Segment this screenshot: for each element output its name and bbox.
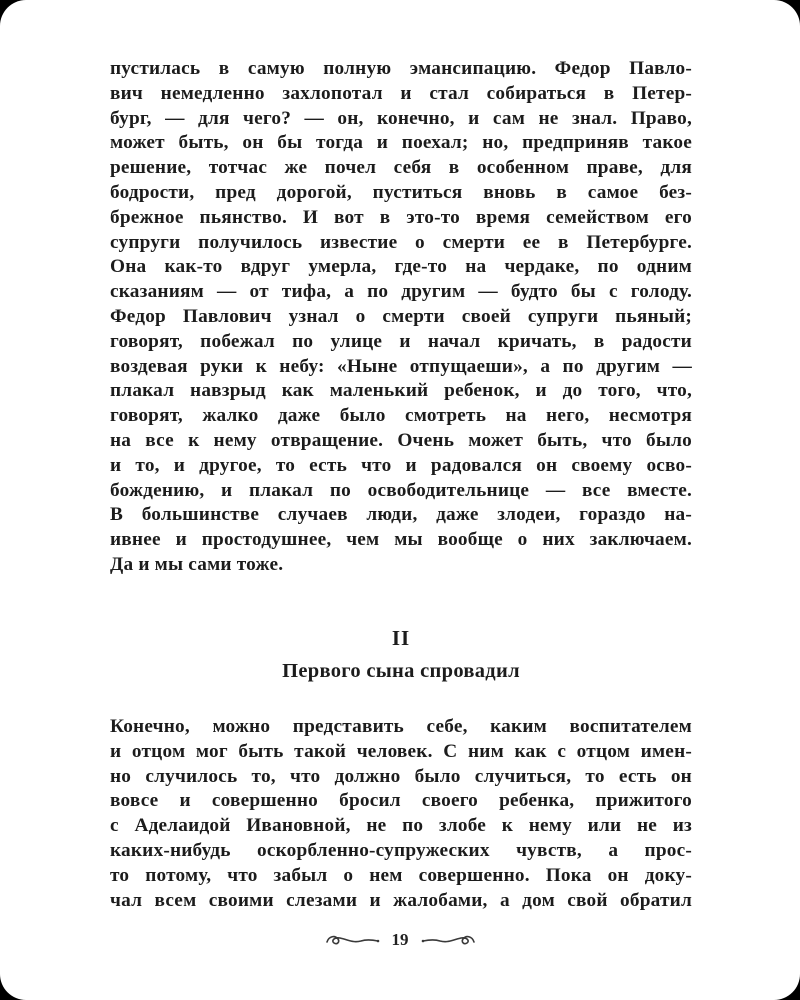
text-line: Конечно, можно представить себе, каким воспитателем: [110, 716, 692, 737]
text-line: Она как-то вдруг умерла, где-то на чердаке, по одним: [110, 256, 692, 278]
text-line: плакал навзрыд как маленький ребенок, и до того, что,: [110, 380, 692, 402]
text-line: решение, тотчас же почел себя в особенном праве, для: [110, 157, 692, 179]
text-line: бождению, и плакал по освободительнице — все вместе.: [110, 479, 692, 501]
text-line: бодрости, пред дорогой, пуститься вновь в самое без-: [110, 181, 692, 203]
text-line: чал всем своими слезами и жалобами, а дом свой обратил: [110, 889, 692, 911]
chapter-number: II: [391, 626, 411, 650]
text-line: каких-нибудь оскорбленно-супружеских чувств, а прос-: [110, 839, 692, 861]
text-line: говорят, побежал по улице и начал кричать, в радости: [110, 330, 692, 352]
text-line: и отцом мог быть такой человек. С ним как с отцом имен-: [110, 740, 692, 762]
text-line: бург, — для чего? — он, конечно, и сам не знал. Право,: [110, 107, 692, 129]
text-line: В большинстве случаев люди, даже злодеи, гораздо на-: [110, 504, 692, 526]
text-line: ивнее и простодушнее, чем мы вообще о них заключаем.: [110, 529, 692, 551]
text-line: брежное пьянство. И вот в это-то время семейством его: [110, 206, 692, 228]
text-line: Да и мы сами тоже.: [110, 553, 284, 575]
text-line: но случилось то, что должно было случиться, то есть он: [110, 765, 692, 787]
text-line: пустилась в самую полную эмансипацию. Федор Павло-: [110, 58, 692, 79]
text-line: сказаниям — от тифа, а по другим — будто бы с голоду.: [110, 281, 692, 303]
text-line: воздевая руки к небу: «Ныне отпущаеши», а по другим —: [110, 355, 692, 377]
chapter-title: Первого сына спровадил: [282, 660, 520, 682]
text-line: супруги получилось известие о смерти ее в Петербурге.: [110, 231, 692, 253]
page-footer: [0, 930, 800, 950]
text-line: говорят, жалко даже было смотреть на него, несмотря: [110, 405, 692, 427]
text-line: то потому, что забыл о нем совершенно. Пока он доку-: [110, 864, 692, 886]
text-line: на все к нему отвращение. Очень может быть, что было: [110, 429, 692, 451]
paragraph-continuation: [110, 57, 692, 578]
text-line: вич немедленно захлопотал и стал собираться в Петер-: [110, 82, 692, 104]
page-number: 19: [391, 930, 409, 949]
text-line: с Аделаидой Ивановной, не по злобе к нему или не из: [110, 815, 692, 837]
chapter-heading: [110, 626, 692, 683]
text-line: и то, и другое, то есть что и радовался он своему осво-: [110, 454, 692, 476]
text-line: может быть, он бы тогда и поехал; но, предприняв такое: [110, 132, 692, 154]
paragraph-body: [110, 715, 692, 913]
text-line: вовсе и совершенно бросил своего ребенка, прижитого: [110, 790, 692, 812]
text-line: Федор Павлович узнал о смерти своей супруги пьяный;: [110, 305, 692, 327]
flourish-right-icon: [421, 933, 476, 947]
flourish-left-icon: [325, 933, 380, 947]
